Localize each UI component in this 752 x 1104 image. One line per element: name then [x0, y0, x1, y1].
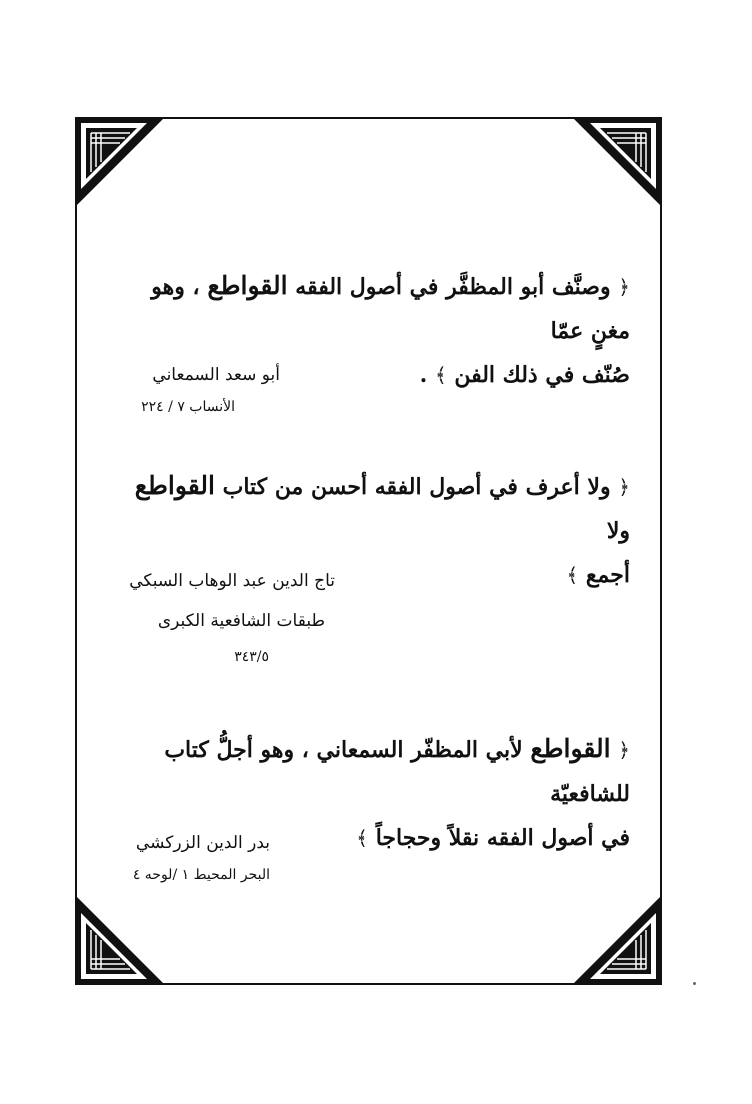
quote-line: [120, 464, 630, 553]
corner-ornament-icon: [75, 895, 165, 985]
attribution-source-page: ٣٤٣/٥: [234, 649, 269, 665]
quote-text: أجمع: [578, 562, 630, 588]
quote-text: في أصول الفقه نقلاً وحجاجاً: [375, 825, 630, 851]
ornate-bracket-open: ﴿: [618, 275, 630, 299]
ornamental-frame: [75, 117, 662, 985]
book-title: القواطع: [134, 471, 215, 500]
ornate-bracket-close: ﴾: [434, 363, 447, 387]
attribution-author: بدر الدين الزركشي: [135, 833, 270, 853]
quote-line: [120, 727, 630, 816]
attribution-source: طبقات الشافعية الكبرى: [157, 611, 325, 631]
book-title: القواطع: [530, 734, 611, 763]
quote-text: وصنَّف أبو المظفَّر في أصول الفقه: [287, 274, 611, 300]
corner-ornament-icon: [572, 117, 662, 207]
quote-line: [120, 264, 630, 353]
book-title: القواطع: [207, 271, 288, 300]
quote-text: ولا: [606, 518, 630, 544]
ornate-bracket-close: ﴾: [566, 563, 579, 587]
quote-text: ولا أعرف في أصول الفقه أحسن من كتاب: [214, 474, 611, 500]
quote-text: ، وهو مغنٍ عمّا: [151, 274, 630, 344]
scan-speck: [693, 982, 696, 985]
quote-text: صُنّف في ذلك الفن: [446, 362, 630, 388]
quote-text: لأبي المظفّر السمعاني ، وهو أجلُّ كتاب للشافعيّة: [164, 737, 630, 807]
quote-end: .: [419, 362, 428, 388]
ornate-bracket-close: ﴾: [356, 826, 369, 850]
attribution-source: الأنساب ٧ / ٢٢٤: [141, 399, 235, 415]
attribution-author: أبو سعد السمعاني: [152, 365, 280, 385]
ornate-bracket-open: ﴿: [618, 475, 630, 499]
corner-ornament-icon: [75, 117, 165, 207]
corner-ornament-icon: [572, 895, 662, 985]
attribution-author: تاج الدين عبد الوهاب السبكي: [129, 571, 335, 591]
ornate-bracket-open: ﴿: [618, 738, 630, 762]
attribution-source: البحر المحيط ١ /لوحه ٤: [132, 867, 270, 883]
